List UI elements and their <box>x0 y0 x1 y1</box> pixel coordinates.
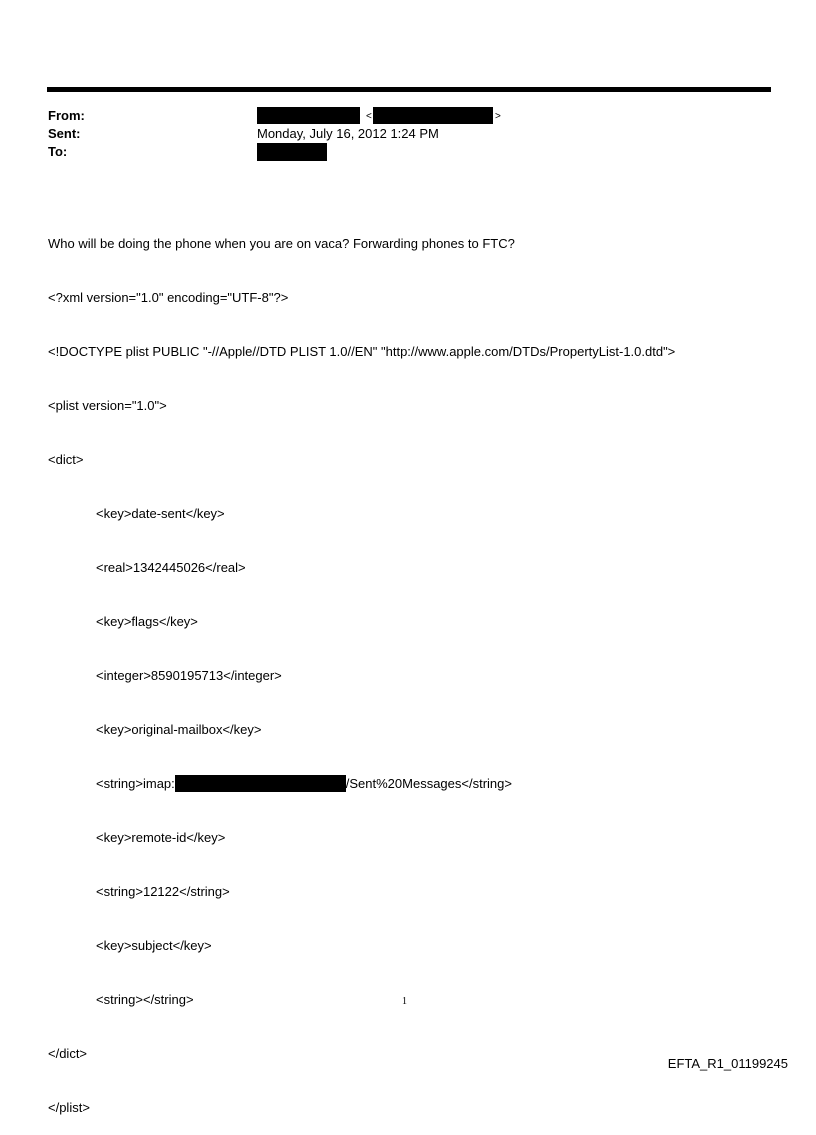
page-number: 1 <box>402 996 407 1007</box>
header-rule <box>47 87 771 92</box>
from-email-open-bracket: < <box>366 111 372 122</box>
sent-value: Monday, July 16, 2012 1:24 PM <box>257 126 439 141</box>
body-line-plist-open: <plist version="1.0"> <box>48 398 167 413</box>
body-line-plist-close: </plist> <box>48 1100 90 1115</box>
body-line-key-flags: <key>flags</key> <box>96 614 198 629</box>
body-line-remote-id-value: <string>12122</string> <box>96 884 230 899</box>
imap-suffix: /Sent%20Messages</string> <box>345 776 512 791</box>
body-line-key-subject: <key>subject</key> <box>96 938 212 953</box>
body-line-key-remote-id: <key>remote-id</key> <box>96 830 226 845</box>
body-line-intro: Who will be doing the phone when you are on vaca? Forwarding phones to FTC? <box>48 236 515 251</box>
body-line-doctype: <!DOCTYPE plist PUBLIC "-//Apple//DTD PLIST 1.0//EN" "http://www.apple.com/DTDs/PropertyList-1.0.dtd"> <box>48 344 676 359</box>
from-email-close-bracket: > <box>495 111 501 122</box>
imap-prefix: <string>imap: <box>96 776 175 791</box>
from-name-redaction <box>257 107 360 124</box>
body-line-dict-open: <dict> <box>48 452 84 467</box>
body-line-key-date-sent: <key>date-sent</key> <box>96 506 225 521</box>
body-line-real-value: <real>1342445026</real> <box>96 560 246 575</box>
message-body <box>48 199 675 1135</box>
body-line-string-imap <box>48 775 675 793</box>
from-email-redaction <box>373 107 493 124</box>
from-label: From: <box>48 108 85 123</box>
body-line-key-original-mailbox: <key>original-mailbox</key> <box>96 722 262 737</box>
body-line-xml-declaration: <?xml version="1.0" encoding="UTF-8"?> <box>48 290 289 305</box>
document-id: EFTA_R1_01199245 <box>667 1056 788 1071</box>
to-redaction <box>257 143 327 161</box>
body-line-subject-value: <string></string> <box>96 992 194 1007</box>
imap-account-redaction <box>175 775 346 792</box>
body-line-integer-value: <integer>8590195713</integer> <box>96 668 282 683</box>
to-label: To: <box>48 144 68 159</box>
sent-label: Sent: <box>48 126 81 141</box>
body-line-dict-close: </dict> <box>48 1046 88 1061</box>
